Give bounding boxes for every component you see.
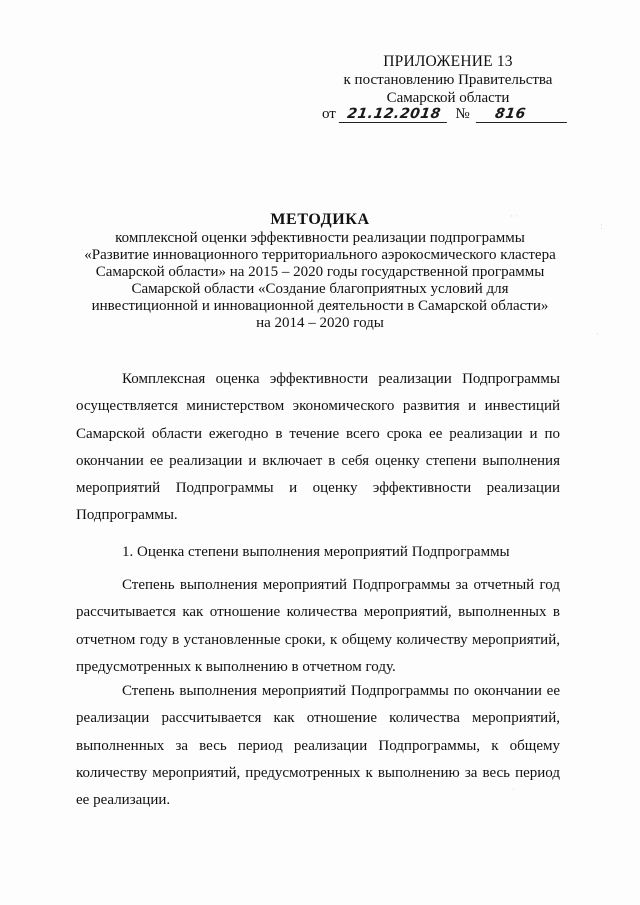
appendix-resolution-ref: к постановлению Правительства bbox=[343, 72, 553, 88]
appendix-number: ПРИЛОЖЕНИЕ 13 bbox=[383, 53, 513, 70]
appendix-header bbox=[318, 53, 578, 107]
handwritten-date: 21.12.2018 bbox=[338, 106, 448, 123]
section-heading: 1. Оценка степени выполнения мероприятий Подпрограммы bbox=[122, 544, 510, 560]
scan-speck: · bbox=[596, 330, 599, 340]
title-subline: Самарской области» на 2015 – 2020 годы государственной программы bbox=[95, 264, 545, 280]
appendix-date-row bbox=[322, 104, 568, 124]
title-subline: комплексной оценки эффективности реализации подпрограммы bbox=[115, 230, 525, 246]
number-label: № bbox=[455, 106, 470, 122]
title-subline: Самарской области «Создание благоприятных условий для bbox=[131, 281, 509, 297]
document-title-block bbox=[60, 211, 580, 332]
document-title: МЕТОДИКА bbox=[270, 211, 370, 228]
date-from-label: от bbox=[322, 106, 336, 122]
appendix-region: Самарской области bbox=[386, 90, 510, 106]
scan-speck: : bbox=[600, 222, 604, 232]
scan-speck: · · bbox=[510, 212, 519, 222]
title-subline: на 2014 – 2020 годы bbox=[256, 315, 384, 331]
intro-paragraph: Комплексная оценка эффективности реализации Подпрограммы осуществляется министерством экономического развития и инвестиций Самарской области ежегодно в течение всего срока ее реализации и по окончании ее реализации и включает в себя оценку степени выполнения мероприятий Подпрограммы и оценку эффективности реализации Подпрограммы. bbox=[76, 371, 560, 524]
title-subline: «Развитие инновационного территориального аэрокосмического кластера bbox=[84, 247, 556, 263]
title-subline: инвестиционной и инновационной деятельности в Самарской области» bbox=[91, 298, 549, 314]
handwritten-number: 816 bbox=[476, 106, 569, 123]
body-paragraph: Степень выполнения мероприятий Подпрограммы по окончании ее реализации рассчитывается как отношение количества мероприятий, выполненных за весь период реализации Подпрограммы, к общему количеству мероприятий, предусмотренных к выполнению за весь период ее реализации. bbox=[76, 683, 560, 809]
scan-speck: · bbox=[512, 785, 515, 795]
body-paragraph: Степень выполнения мероприятий Подпрограммы за отчетный год рассчитывается как отношение количества мероприятий, выполненных в отчетном году в установленные сроки, к общему количеству мероприятий, предусмотренных к выполнению в отчетном году. bbox=[76, 577, 560, 675]
